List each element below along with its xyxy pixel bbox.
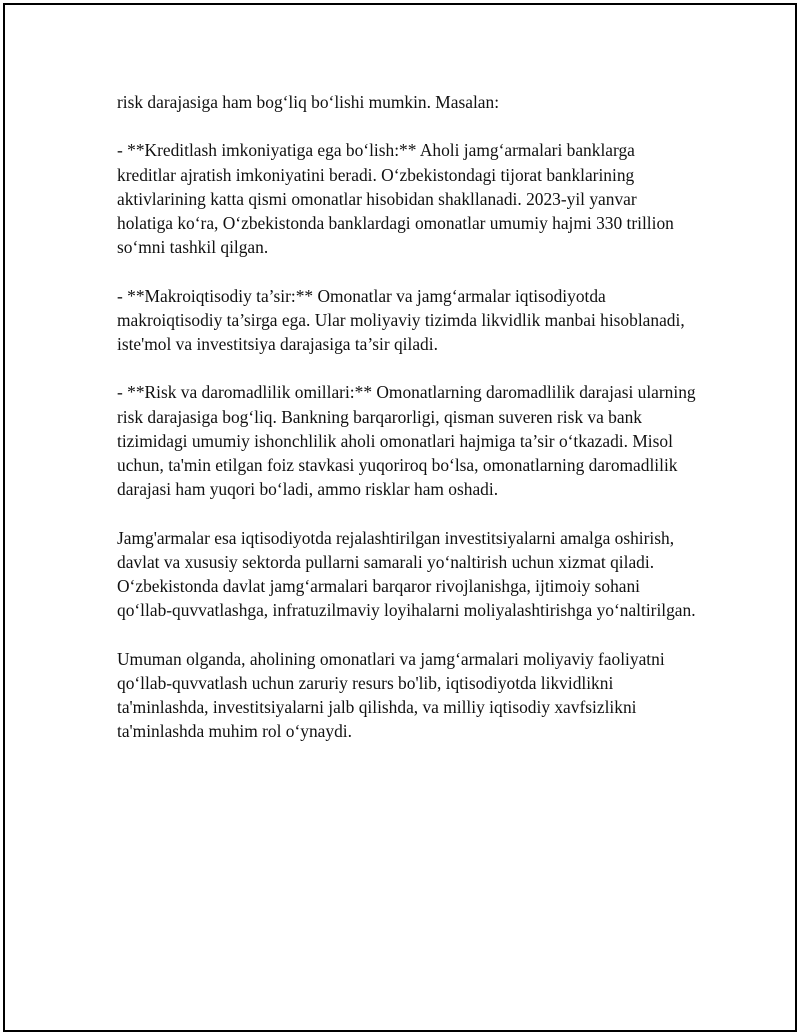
paragraph-intro: risk darajasiga ham bog‘liq bo‘lishi mumkin. Masalan: [117, 92, 500, 112]
document-body [117, 90, 697, 768]
paragraph-makroiqtisodiy: - **Makroiqtisodiy ta’sir:** Omonatlar va jamg‘armalar iqtisodiyotda makroiqtisodiy ta’sirga ega. Ular moliyaviy tizimda likvidlik manbai hisoblanadi, iste'mol va investitsiya darajasiga ta’sir qiladi. [117, 285, 685, 354]
paragraph-jamgarmalar: Jamg'armalar esa iqtisodiyotda rejalashtirilgan investitsiyalarni amalga oshirish, davlat va xususiy sektorda pullarni samarali yo‘naltirish uchun xizmat qiladi. O‘zbekistonda davlat jamg‘armalari barqaror rivojlanishga, ijtimoiy sohani qo‘llab-quvvatlashga, infratuzilmaviy loyihalarni moliyalashtirishga yo‘naltirilgan. [117, 527, 696, 621]
paragraph-kreditlash: - **Kreditlash imkoniyatiga ega bo‘lish:** Aholi jamg‘armalari banklarga kreditlar ajratish imkoniyatini beradi. O‘zbekistondagi tijorat banklarining aktivlarining katta qismi omonatlar hisobidan shakllanadi. 2023-yil yanvar holatiga ko‘ra, O‘zbekistonda banklardagi omonatlar umumiy hajmi 330 trillion so‘mni tashkil qilgan. [117, 140, 674, 258]
paragraph-conclusion: Umuman olganda, aholining omonatlari va jamg‘armalari moliyaviy faoliyatni qo‘llab-quvvatlash uchun zaruriy resurs bo'lib, iqtisodiyotda likvidlikni ta'minlashda, investitsiyalarni jalb qilishda, va milliy iqtisodiy xavfsizlikni ta'minlashda muhim rol o‘ynaydi. [117, 648, 665, 742]
paragraph-risk: - **Risk va daromadlilik omillari:** Omonatlarning daromadlilik darajasi ularning risk darajasiga bog‘liq. Bankning barqarorligi, qisman suveren risk va bank tizimidagi umumiy ishonchlilik aholi omonatlari hajmiga ta’sir o‘tkazadi. Misol uchun, ta'min etilgan foiz stavkasi yuqoriroq bo‘lsa, omonatlarning daromadlilik darajasi ham yuqori bo‘ladi, ammo risklar ham oshadi. [117, 382, 696, 500]
